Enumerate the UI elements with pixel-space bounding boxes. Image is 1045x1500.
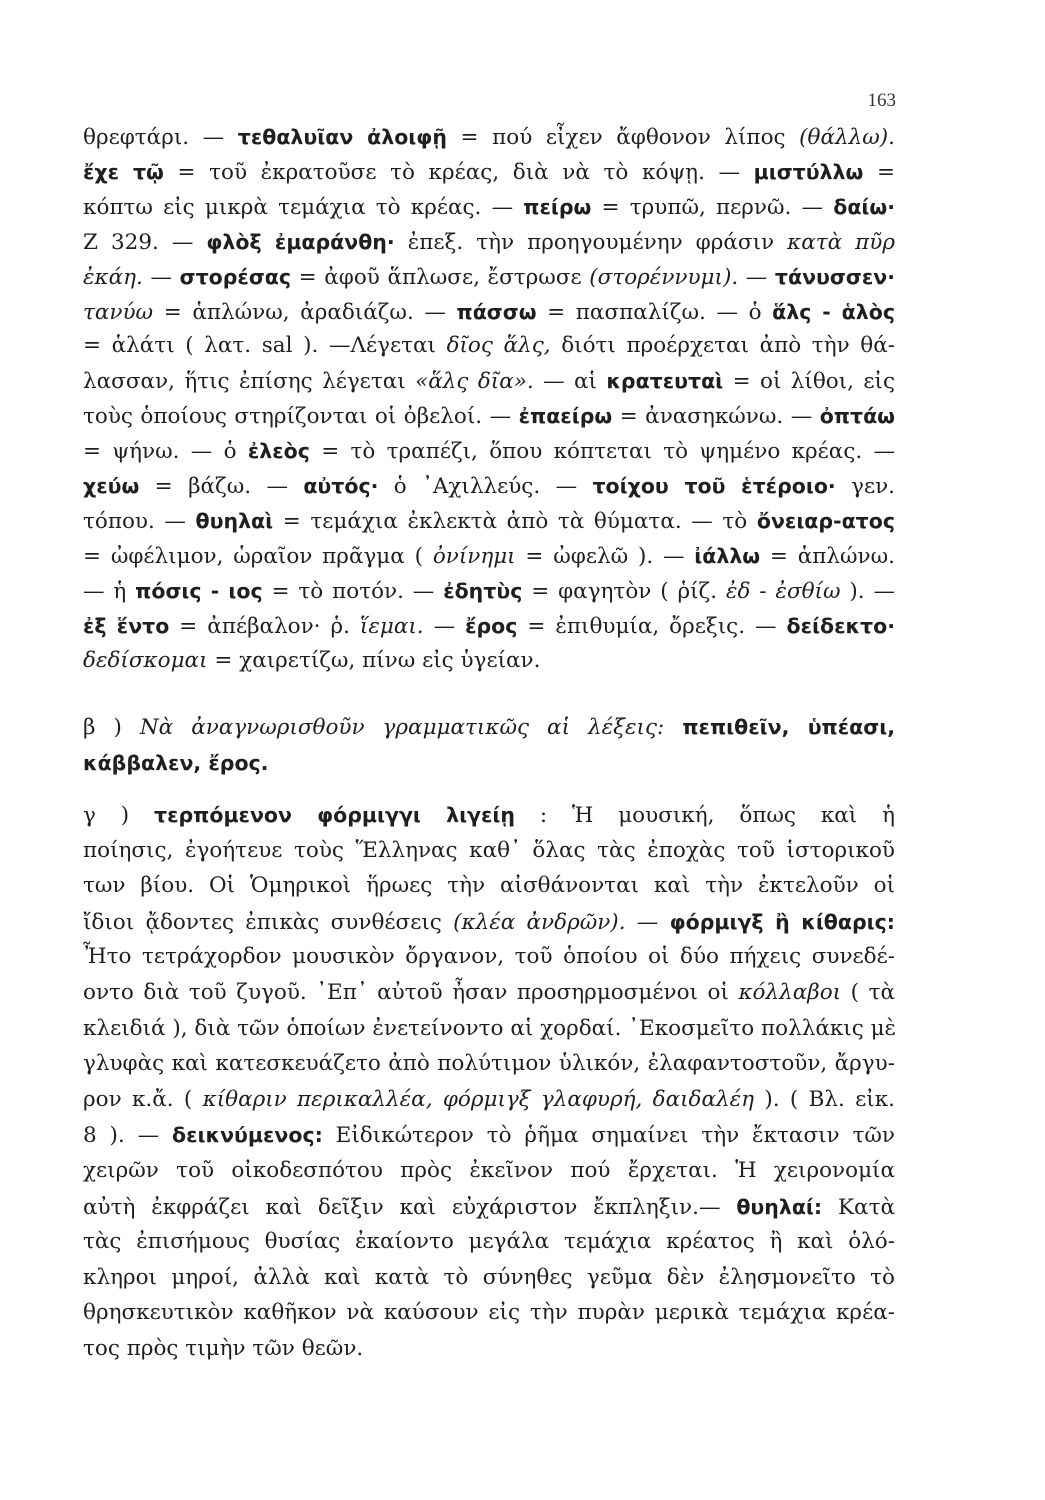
headword: ἔχε τῷ (83, 159, 164, 184)
text: ἐπεξ. τὴν προηγουμένην φράσιν (394, 229, 788, 255)
text: τόπου. — (83, 508, 196, 534)
text: 8 ). — (83, 1123, 173, 1149)
headword: χεύω (83, 474, 140, 498)
text: γ ) (83, 803, 154, 828)
text: = φαγητὸν ( ῥίζ. (522, 578, 726, 604)
text: διότι προέρχεται ἀπὸ τὴν θά- (550, 333, 895, 359)
headword: θυηλαί: (736, 1194, 823, 1219)
text: θρεφτάρι. — (83, 125, 238, 150)
block1-line (83, 609, 895, 643)
italic-text: κατὰ πῦρ (787, 229, 895, 255)
block1-line (83, 399, 895, 433)
italic-text: (στορέννυμι). (589, 264, 739, 290)
headword: ὀπτάω (819, 404, 896, 429)
headword: ἐπαείρω (518, 404, 613, 429)
text: τος πρὸς τιμὴν τῶν θεῶν. (83, 1336, 364, 1361)
block1-line (83, 574, 895, 608)
text: Ἦτο τετράχορδον μουσικὸν ὄργανον, τοῦ ὁποίου οἱ δύο πήχεις συνεδέ- (83, 944, 895, 970)
text: — αἱ (533, 369, 607, 395)
text: = τοῦ ἐκρατοῦσε τὸ κρέας, διὰ νὰ τὸ κόψῃ. — (163, 159, 754, 185)
text: Κατὰ (822, 1194, 895, 1220)
text: — ἡ (83, 578, 136, 604)
block3-line (83, 1190, 895, 1224)
block3-line (83, 1296, 895, 1330)
block2-line (83, 746, 895, 780)
block3-line (83, 1332, 895, 1366)
headword: αὐτός· (303, 474, 379, 498)
italic-text: ὀνίνημι (432, 543, 516, 569)
text: = ψήνω. — ὁ (83, 439, 248, 465)
italic-text: κόλλαβοι (738, 980, 842, 1005)
text: = πού εἶχεν ἄφθονον λίπος (446, 125, 800, 150)
italic-text: ἵεμαι. (359, 613, 424, 639)
text (664, 715, 682, 740)
text: = τρυπῶ, περνῶ. — (591, 194, 834, 220)
text: = τὸ ποτόν. — (262, 578, 444, 604)
text: ποίησις, ἐγοήτευε τοὺς Ἕλληνας καθ᾿ ὅλας τὰς ἐποχὰς τοῦ ἱστορικοῦ (83, 837, 895, 863)
block1-line (83, 225, 895, 259)
headword: δεικνύμενος: (172, 1123, 323, 1148)
text: — (625, 909, 670, 935)
headword: ἔρος (465, 613, 518, 638)
block3-line (83, 1261, 895, 1295)
text: ). ( Βλ. εἰκ. (754, 1086, 895, 1112)
italic-text: τανύω (83, 299, 154, 325)
block1-line (83, 329, 895, 363)
headword: πεπιθεῖν, ὑπέασι, (682, 715, 895, 739)
text: = ὠφέλιμον, ὡραῖον πρᾶγμα ( (83, 543, 433, 569)
block1-line (83, 295, 895, 329)
italic-text: (κλέα ἀνδρῶν). (453, 909, 626, 935)
headword: ἐδητὺς (443, 578, 523, 603)
headword: φλὸξ ἐμαράνθη· (206, 229, 395, 254)
italic-text: Νὰ ἀναγνωρισθοῦν γραμματικῶς αἱ λέξεις: (139, 715, 665, 740)
headword: πόσις - ιος (135, 578, 263, 603)
block1-line (83, 539, 895, 573)
headword: μιστύλλω (753, 159, 864, 184)
headword: θυηλαὶ (195, 508, 274, 533)
text: ἴδιοι ᾄδοντες ἐπικὰς συνθέσεις (83, 909, 454, 935)
block3-line (83, 976, 895, 1010)
block2-line (83, 710, 895, 744)
block3-line (83, 1012, 895, 1046)
block3-line (83, 1047, 895, 1081)
text: = ἁλάτι ( λατ. sal ). —Λέγεται (83, 333, 447, 359)
headword: φόρμιγξ ἢ κίθαρις: (669, 909, 895, 934)
block1-line (83, 469, 895, 503)
text: ). — (840, 578, 896, 604)
block1-line (83, 434, 895, 468)
text: Εἰδικώτερον τὸ ῥῆμα σημαίνει τὴν ἔκτασιν τῶν (322, 1123, 895, 1149)
text: τοὺς ὁποίους στηρίζονται οἱ ὀβελοί. — (83, 404, 519, 430)
text: ( τὰ (841, 980, 895, 1005)
block3-line (83, 798, 895, 832)
text: ρον κ.ἄ. ( (83, 1086, 203, 1112)
block1-line (83, 155, 895, 189)
text: των βίου. Οἱ Ὁμηρικοὶ ἥρωες τὴν αἰσθάνονται καὶ τὴν ἐκτελοῦν οἱ (83, 873, 895, 899)
headword: τάνυσσεν· (774, 264, 895, 289)
headword: τερπόμενον φόρμιγγι λιγείῃ (153, 803, 516, 827)
block1-line (83, 644, 895, 678)
block3-line (83, 869, 895, 903)
headword: στορέσας (179, 264, 292, 289)
text: χειρῶν τοῦ οἰκοδεσπότου πρὸς ἐκεῖνον πού ἔρχεται. Ἡ χειρονομία (83, 1158, 895, 1183)
text: = οἱ λίθοι, εἰς (723, 369, 896, 395)
text: = ἀφοῦ ἅπλωσε, ἔστρωσε (291, 264, 590, 290)
text: θρησκευτικὸν καθῆκον νὰ καύσουν εἰς τὴν πυρὰν μερικὰ τεμάχια κρέα- (83, 1300, 895, 1326)
italic-text: δεδίσκομαι (83, 647, 208, 673)
text: οντο διὰ τοῦ ζυγοῦ. ᾿Επ᾿ αὐτοῦ ἦσαν προσηρμοσμένοι οἱ (83, 980, 739, 1005)
headword: ἅλς - ἁλὸς (772, 299, 895, 324)
text: = τὸ τραπέζι, ὅπου κόπτεται τὸ ψημένο κρέας. — (309, 439, 895, 465)
headword: ἰάλλω (694, 543, 761, 568)
text: = βάζω. — (139, 474, 304, 499)
text: Ζ 329. — (83, 229, 207, 255)
block1-line (83, 120, 895, 154)
text: = (863, 159, 895, 185)
italic-text: δῖος ἅλς, (446, 333, 551, 359)
block3-line (83, 905, 895, 939)
block3-line (83, 1118, 895, 1152)
block1-line (83, 190, 895, 224)
text: = ἀνασηκώνω. — (612, 404, 820, 430)
block3-line (83, 1225, 895, 1259)
text: = ἁπλώνω, ἀραδιάζω. — (153, 299, 457, 325)
text: γλυφὰς καὶ κατεσκευάζετο ἀπὸ πολύτιμον ὑλικόν, ἐλαφαντοστοῦν, ἄργυ- (83, 1051, 895, 1077)
text: = τεμάχια ἐκλεκτὰ ἀπὸ τὰ θύματα. — τὸ (273, 508, 757, 534)
headword: τεθαλυῖαν ἀλοιφῇ (237, 125, 447, 149)
text: κλειδιά ), διὰ τῶν ὁποίων ἐνετείνοντο αἱ χορδαί. ᾿Εκοσμεῖτο πολλάκις μὲ (83, 1015, 897, 1041)
italic-text: κίθαριν περικαλλέα, φόρμιγξ γλαφυρή, δαιδαλέη (202, 1086, 755, 1112)
block1-line (83, 260, 895, 294)
text: γεν. (835, 474, 895, 499)
text: = ἁπλώνω. (760, 543, 895, 569)
text: = πασπαλίζω. — ὁ (536, 299, 773, 325)
text: ὁ ᾿Αχιλλεύς. — (378, 474, 593, 499)
italic-text: ἐδ - ἐσθίω (725, 578, 841, 604)
headword: τοίχου τοῦ ἑτέροιο· (592, 474, 836, 498)
headword: ὄνειαρ-ατος (756, 508, 895, 533)
text: — (423, 613, 466, 639)
italic-text: «ἅλς δῖα». (415, 369, 534, 395)
block3-line (83, 1154, 895, 1188)
headword: πείρω (523, 194, 592, 219)
text: = ἀπέβαλον· ῥ. (169, 613, 360, 639)
page-number: 163 (867, 90, 896, 111)
text: λασσαν, ἥτις ἐπίσης λέγεται (83, 369, 416, 395)
headword: ἐλεὸς (247, 439, 310, 464)
text: = χαιρετίζω, πίνω εἰς ὑγείαν. (207, 647, 541, 673)
headword: ἐξ ἕντο (83, 613, 170, 638)
block3-line (83, 940, 895, 974)
italic-text: ἐκάη. (83, 264, 143, 290)
text: αὐτὴ ἐκφράζει καὶ δεῖξιν καὶ εὐχάριστον ἔκπληξιν.— (83, 1194, 737, 1220)
text: β ) (83, 715, 140, 740)
text: = ἐπιθυμία, ὄρεξις. — (517, 613, 787, 639)
text: — (738, 264, 775, 290)
headword: κρατευταὶ (606, 369, 724, 394)
italic-text: (θάλλω). (799, 125, 895, 150)
headword: πάσσω (456, 299, 537, 324)
headword: κάββαλεν, ἔρος. (83, 751, 269, 775)
headword: δείδεκτο· (786, 613, 895, 638)
text: τὰς ἐπισήμους θυσίας ἐκαίοντο μεγάλα τεμάχια κρέατος ἢ καὶ ὁλό- (83, 1229, 895, 1255)
block1-line (83, 364, 895, 398)
text: : Ἡ μουσική, ὅπως καὶ ἡ (515, 803, 895, 828)
block3-line (83, 1083, 895, 1117)
block3-line (83, 834, 895, 868)
text: κόπτω εἰς μικρὰ τεμάχια τὸ κρέας. — (83, 194, 524, 220)
text: = ὠφελῶ ). — (515, 543, 695, 569)
block1-line (83, 504, 895, 538)
headword: δαίω· (833, 194, 895, 219)
text: κληροι μηροί, ἀλλὰ καὶ κατὰ τὸ σύνηθες γεῦμα δὲν ἐλησμονεῖτο τὸ (83, 1264, 895, 1290)
text: — (142, 264, 180, 290)
